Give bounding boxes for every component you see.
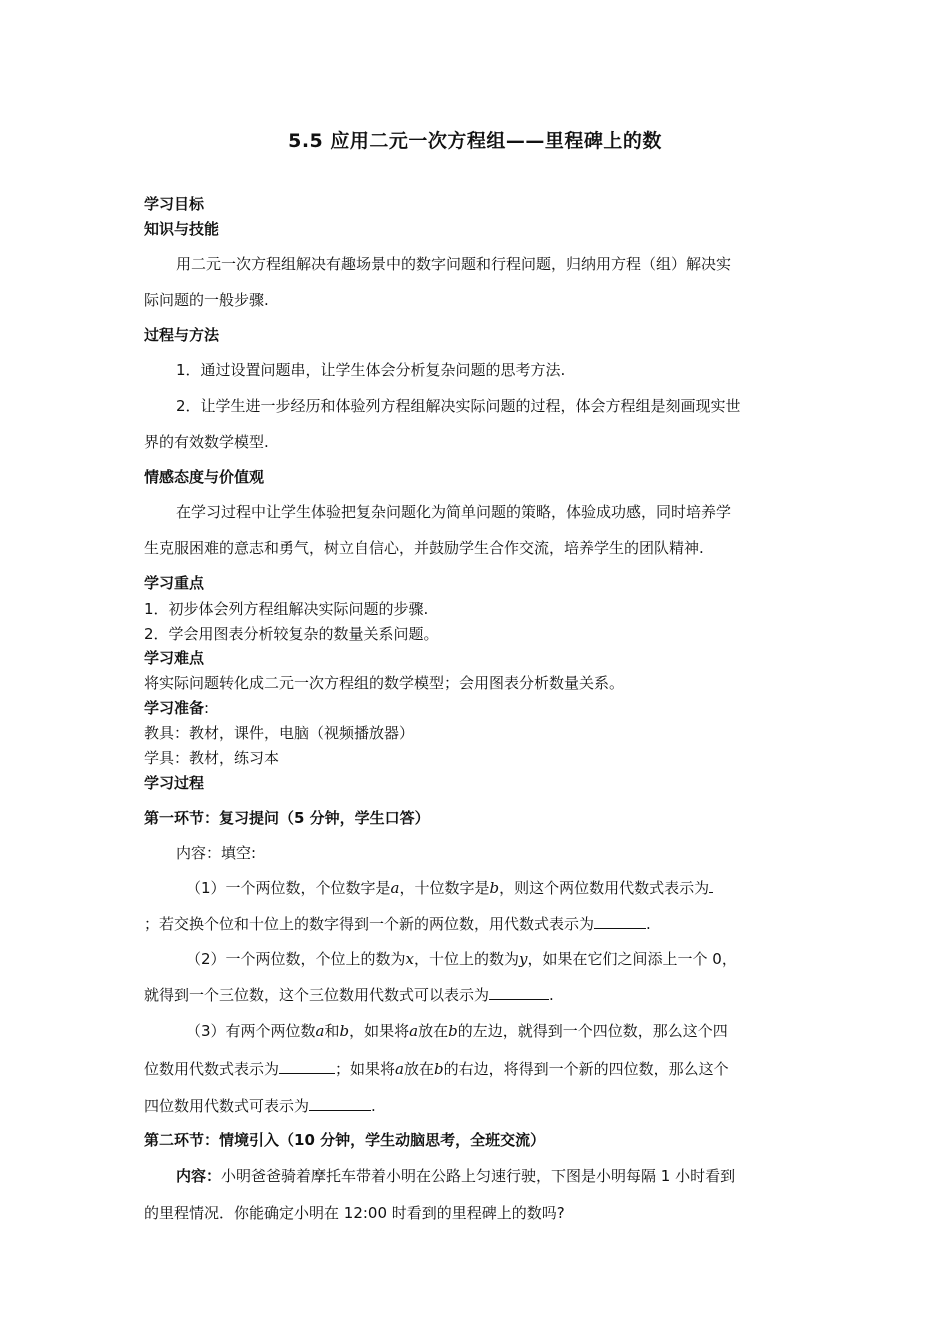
process-section-heading: 学习过程 xyxy=(144,774,205,792)
q3-text-e: 位数用代数式表示为 xyxy=(144,1060,280,1078)
q3-text-a: （3）有两个两位数 xyxy=(186,1022,316,1040)
q1-text-b: ，十位数字是 xyxy=(399,879,490,897)
step2-text-2: 的里程情况．你能确定小明在 12:00 时看到的里程碑上的数吗? xyxy=(144,1204,565,1222)
q3-text-c: 放在 xyxy=(418,1022,449,1040)
process-item-2b: 界的有效数学模型. xyxy=(144,433,269,451)
q1-var-b: b xyxy=(489,879,500,897)
process-heading: 过程与方法 xyxy=(144,326,220,344)
q3-text-g: 放在 xyxy=(403,1060,434,1078)
key-heading: 学习重点 xyxy=(144,574,205,592)
q2-var-x: x xyxy=(405,950,415,968)
attitude-heading: 情感态度与价值观 xyxy=(144,468,265,486)
q3-blank-1[interactable] xyxy=(279,1059,335,1074)
prep-heading: 学习准备 xyxy=(144,699,205,717)
q1-text-c: ，则这个两位数用代数式表示为 xyxy=(499,879,710,897)
q1-text-d: ；若交换个位和十位上的数字得到一个新的两位数，用代数式表示为 xyxy=(144,915,595,933)
process-item-2a: 2．让学生进一步经历和体验列方程组解决实际问题的过程，体会方程组是刻画现实世 xyxy=(176,397,741,415)
process-item-1: 1．通过设置问题串，让学生体会分析复杂问题的思考方法. xyxy=(176,361,566,379)
knowledge-heading: 知识与技能 xyxy=(144,220,220,238)
question-2-line-1 xyxy=(186,948,816,969)
q1-blank-1[interactable] xyxy=(709,878,713,893)
q3-and: 和 xyxy=(324,1022,340,1040)
attitude-text-2: 生克服困难的意志和勇气，树立自信心，并鼓励学生合作交流，培养学生的团队精神. xyxy=(144,539,704,557)
difficulty-heading: 学习难点 xyxy=(144,649,205,667)
q3-blank-2[interactable] xyxy=(309,1096,371,1111)
student-tools: 学具：教材，练习本 xyxy=(144,749,280,767)
q3-text-f: ；如果将 xyxy=(335,1060,396,1078)
q3-text-b: ，如果将 xyxy=(349,1022,410,1040)
difficulty-text: 将实际问题转化成二元一次方程组的数学模型；会用图表分析数量关系。 xyxy=(144,674,625,692)
q1-blank-2[interactable] xyxy=(594,914,646,929)
step2-heading: 第二环节：情境引入（10 分钟，学生动脑思考，全班交流） xyxy=(144,1131,546,1149)
page-title: 5.5 应用二元一次方程组——里程碑上的数 xyxy=(288,130,662,152)
q3-var-a2: a xyxy=(409,1022,419,1040)
q3-end: . xyxy=(371,1097,376,1115)
question-3-line-1 xyxy=(186,1020,816,1041)
q2-text-d: 就得到一个三位数，这个三位数用代数式可以表示为 xyxy=(144,986,490,1004)
prep-line xyxy=(144,697,814,718)
q2-text-a: （2）一个两位数，个位上的数为 xyxy=(186,950,406,968)
q3-text-h: 的右边，将得到一个新的四位数，那么这个 xyxy=(443,1060,729,1078)
knowledge-text-2: 际问题的一般步骤. xyxy=(144,291,269,309)
question-3-line-3 xyxy=(144,1095,814,1116)
q3-var-b3: b xyxy=(434,1060,444,1078)
key-item-1: 1．初步体会列方程组解决实际问题的步骤. xyxy=(144,600,429,618)
q1-var-a: a xyxy=(390,879,400,897)
question-2-line-2 xyxy=(144,984,814,1005)
q2-blank[interactable] xyxy=(489,985,549,1000)
q3-var-a: a xyxy=(315,1022,325,1040)
q3-var-b2: b xyxy=(448,1022,458,1040)
q2-var-y: y xyxy=(519,950,528,968)
question-3-line-2 xyxy=(144,1058,814,1079)
step1-content-label: 内容： xyxy=(176,844,222,862)
step2-content-label: 内容： xyxy=(176,1167,222,1185)
question-1-line-2 xyxy=(144,913,814,934)
q1-text-a: （1）一个两位数，个位数字是 xyxy=(186,879,391,897)
step1-content-text: 填空: xyxy=(221,844,257,862)
q2-end: . xyxy=(549,986,554,1004)
key-item-2: 2．学会用图表分析较复杂的数量关系问题。 xyxy=(144,625,439,643)
step2-text-1-body: 小明爸爸骑着摩托车带着小明在公路上匀速行驶，下图是小明每隔 1 小时看到 xyxy=(221,1167,736,1185)
attitude-text-1: 在学习过程中让学生体验把复杂问题化为简单问题的策略，体验成功感，同时培养学 xyxy=(176,503,732,521)
prep-colon: : xyxy=(204,699,210,717)
step2-text-1 xyxy=(176,1165,816,1186)
step1-heading: 第一环节：复习提问（5 分钟，学生口答） xyxy=(144,809,430,827)
q2-text-b: ，十位上的数为 xyxy=(414,950,520,968)
q1-end: . xyxy=(646,915,651,933)
step1-content xyxy=(176,842,816,863)
question-1-line-1 xyxy=(186,877,816,898)
goals-heading: 学习目标 xyxy=(144,195,205,213)
q2-text-c: ，如果在它们之间添上一个 0， xyxy=(527,950,737,968)
q3-var-b: b xyxy=(339,1022,350,1040)
knowledge-text-1: 用二元一次方程组解决有趣场景中的数字问题和行程问题，归纳用方程（组）解决实 xyxy=(176,255,732,273)
q3-var-a3: a xyxy=(395,1060,404,1078)
q3-text-i: 四位数用代数式可表示为 xyxy=(144,1097,310,1115)
q3-text-d: 的左边，就得到一个四位数，那么这个四 xyxy=(457,1022,728,1040)
teacher-tools: 教具：教材，课件，电脑（视频播放器） xyxy=(144,724,415,742)
